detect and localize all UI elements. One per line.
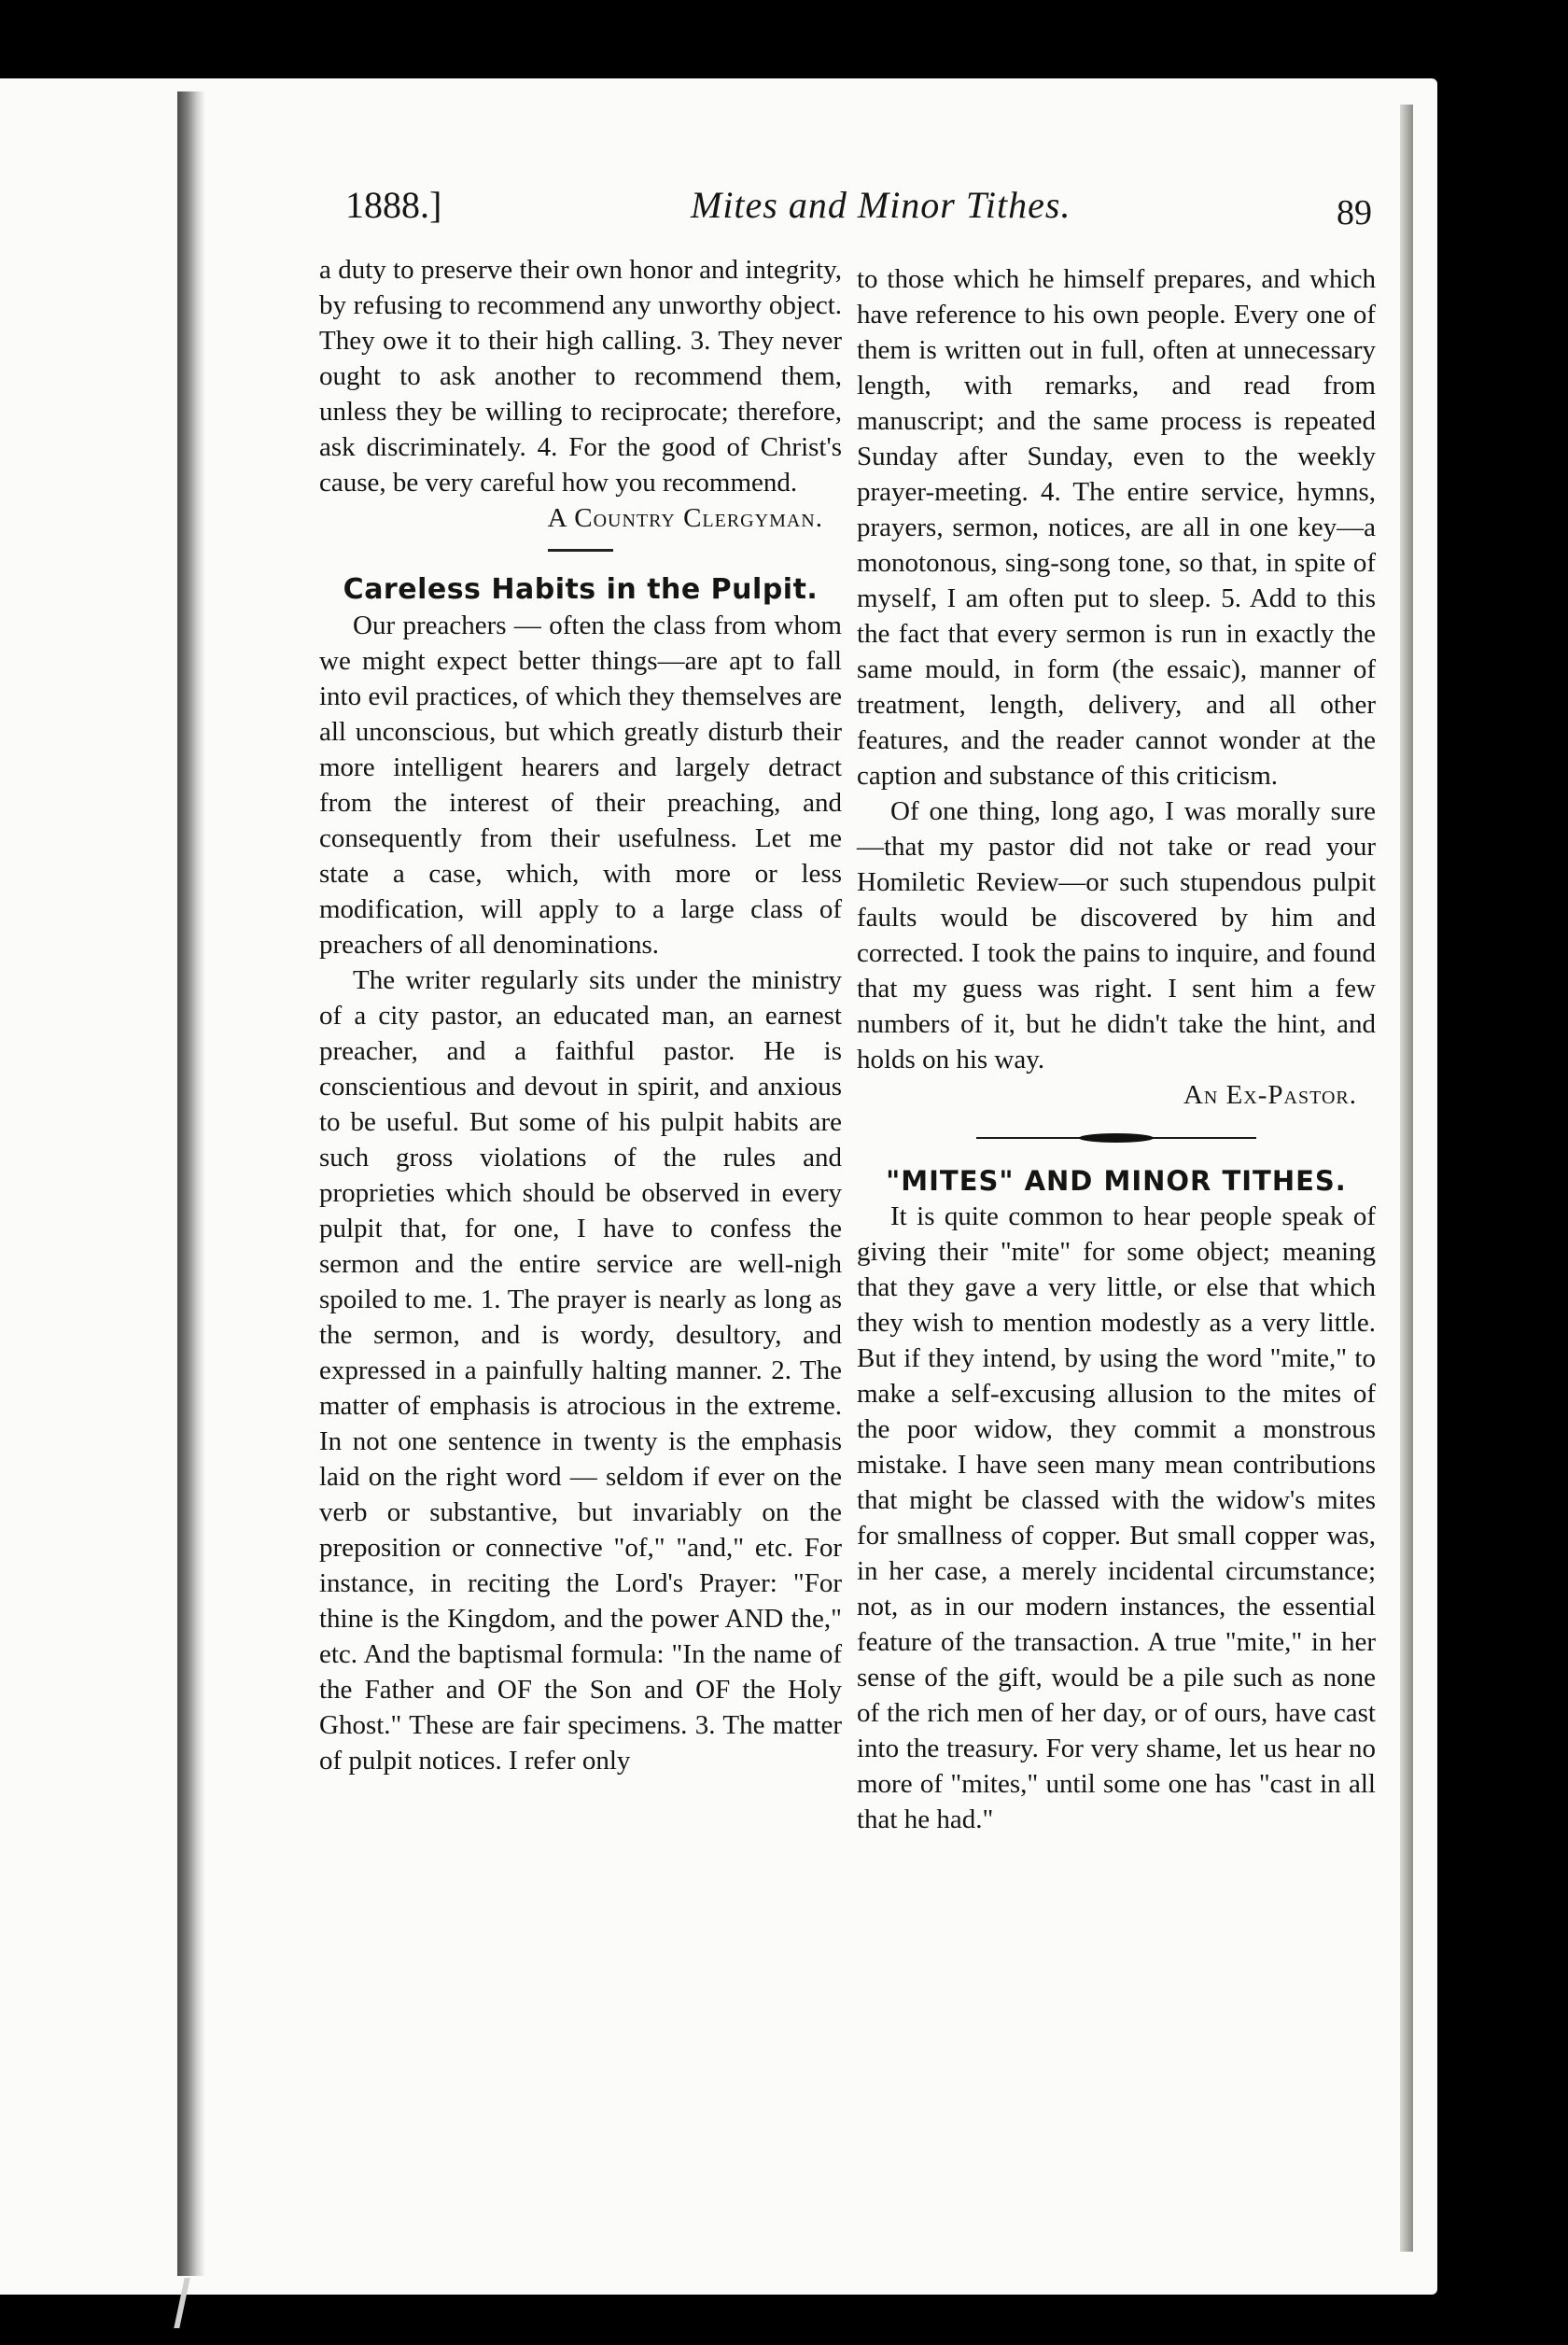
page-number: 89 <box>1337 193 1372 232</box>
right-column <box>857 261 1376 1837</box>
book-gutter-shadow <box>177 91 205 2276</box>
header-title: Mites and Minor Tithes. <box>691 184 1071 226</box>
article-heading-mites: "MITES" AND MINOR TITHES. <box>886 1165 1347 1197</box>
article-paragraph: The writer regularly sits under the ministry of a city pastor, an educated man, an earnest preacher, and a faithful pastor. He is conscientious and devout in spirit, and anxious to be useful. But some of his pulpit habits are such gross violations of the rules and proprieties which should be observed in every pulpit that, for one, I have to confess the sermon and the entire service are well-nigh spoiled to me. 1. The prayer is nearly as long as the sermon, and is wordy, desultory, and expressed in a painfully halting manner. 2. The matter of emphasis is atrocious in the extreme. In not one sentence in twenty is the emphasis laid on the right word — seldom if ever on the verb or substantive, but invariably on the preposition or connective "of," "and," etc. For instance, in reciting the Lord's Prayer: "For thine is the Kingdom, and the power AND the," etc. And the baptismal formula: "In the name of the Father and OF the Son and OF the Holy Ghost." These are fair specimens. 3. The matter of pulpit notices. I refer only <box>319 965 842 1776</box>
article-paragraph: Our preachers — often the class from whom we might expect better things—are apt to fall into evil practices, of which they themselves are all unconscious, but which greatly disturb their more intelligent hearers and largely detract from the interest of their preaching, and consequently from their usefulness. Let me state a case, which, with more or less modification, will apply to a large class of preachers of all denominations. <box>319 611 842 960</box>
article-paragraph: Of one thing, long ago, I was morally sure—that my pastor did not take or read your Homiletic Review—or such stupendous pulpit faults would be discovered by him and corrected. I took the pains to inquire, and found that my guess was right. I sent him a few numbers of it, but he didn't take the hint, and holds on his way. <box>857 796 1376 1074</box>
article-heading-careless-habits: Careless Habits in the Pulpit. <box>343 573 819 606</box>
left-column <box>319 252 842 1778</box>
continued-paragraph: to those which he himself prepares, and which have reference to his own people. Every one of them is written out in full, often at unnecessary length, with remarks, and read from manuscript; and the same process is repeated Sunday after Sunday, even to the weekly prayer-meeting. 4. The entire service, hymns, prayers, sermon, notices, are all in one key—a monotonous, sing-song tone, so that, in spite of myself, I am often put to sleep. 5. Add to this the fact that every sermon is run in exactly the same mould, in form (the essaic), manner of treatment, length, delivery, and all other features, and the reader cannot wonder at the caption and substance of this criticism. <box>857 264 1376 791</box>
section-divider <box>548 549 613 552</box>
signature-country-clergyman: A Country Clergyman. <box>547 503 823 533</box>
article-paragraph: It is quite common to hear people speak of giving their "mite" for some object; meaning that they gave a very little, or else that which they wish to mention modestly as a very little. But if they intend, by using the word "mite," to make a self-excusing allusion to the mites of the poor widow, they commit a monstrous mistake. I have seen many mean contributions that might be classed with the widow's mites for smallness of copper. But small copper was, in her case, a merely incidental circumstance; not, as in our modern instances, the essential feature of the transaction. A true "mite," in her sense of the gift, would be a pile such as none of the rich men of her day, or of ours, have cast into the treasury. For very shame, let us hear no more of "mites," until some one has "cast in all that he had." <box>857 1201 1376 1834</box>
ornamental-divider <box>976 1131 1256 1144</box>
signature-ex-pastor: An Ex-Pastor. <box>1183 1080 1357 1110</box>
page-edge <box>1400 105 1413 2252</box>
continued-paragraph: a duty to preserve their own honor and integrity, by refusing to recommend any unworthy object. They owe it to their high calling. 3. They never ought to ask another to recommend them, unless they be willing to reciprocate; therefore, ask discriminately. 4. For the good of Christ's cause, be very careful how you recommend. <box>319 255 842 498</box>
header-year: 1888.] <box>345 184 442 226</box>
running-header <box>327 183 1372 239</box>
